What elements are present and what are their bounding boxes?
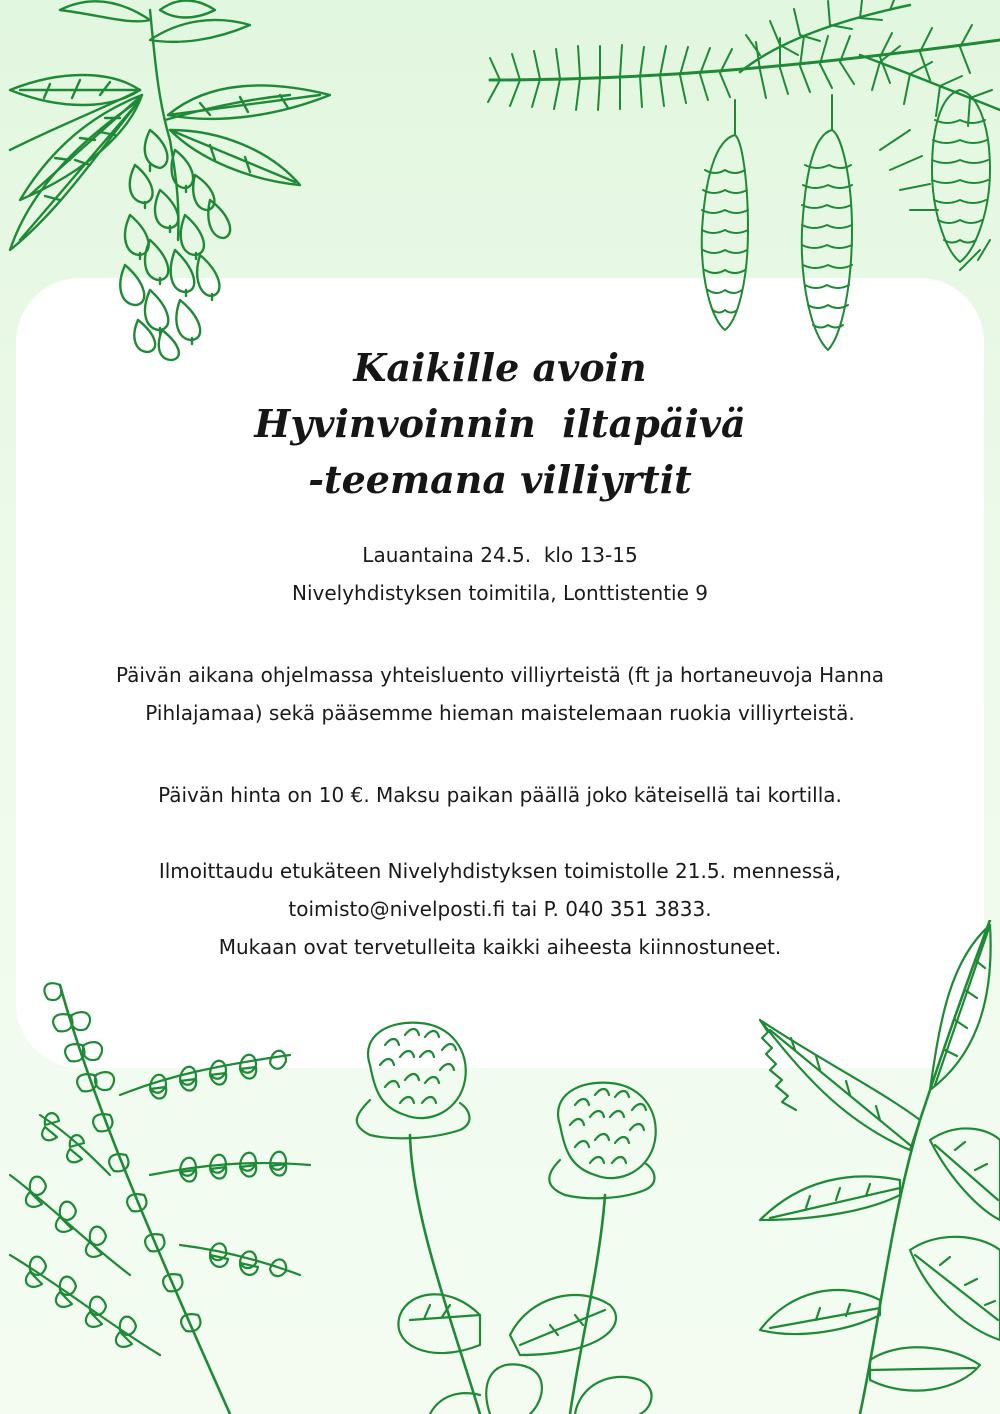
event-location: Nivelyhdistyksen toimitila, Lonttistentie 9 <box>292 581 708 605</box>
event-date-time: Lauantaina 24.5. klo 13-15 <box>362 543 638 567</box>
registration-contact: toimisto@nivelposti.fi tai P. 040 351 3833. <box>288 897 712 921</box>
registration-info <box>40 852 960 966</box>
price-info <box>40 776 960 814</box>
title-line-1: Kaikille avoin <box>353 345 647 390</box>
event-title <box>0 340 1000 508</box>
price-text: Päivän hinta on 10 €. Maksu paikan päällä joko käteisellä tai kortilla. <box>158 783 842 807</box>
program-description <box>40 656 960 732</box>
program-line-1: Päivän aikana ohjelmassa yhteisluento villiyrteistä (ft ja hortaneuvoja Hanna <box>115 663 885 687</box>
registration-line-1: Ilmoittaudu etukäteen Nivelyhdistyksen toimistolle 21.5. mennessä, <box>158 859 842 883</box>
clover-illustration <box>330 1015 730 1414</box>
title-line-2: Hyvinvoinnin iltapäivä <box>254 401 746 446</box>
event-info <box>40 536 960 612</box>
title-line-3: -teemana villiyrtit <box>308 457 692 502</box>
registration-line-3: Mukaan ovat tervetulleita kaikki aiheesta kiinnostuneet. <box>218 935 782 959</box>
program-line-2: Pihlajamaa) sekä pääsemme hieman maistelemaan ruokia villiyrteistä. <box>145 701 855 725</box>
